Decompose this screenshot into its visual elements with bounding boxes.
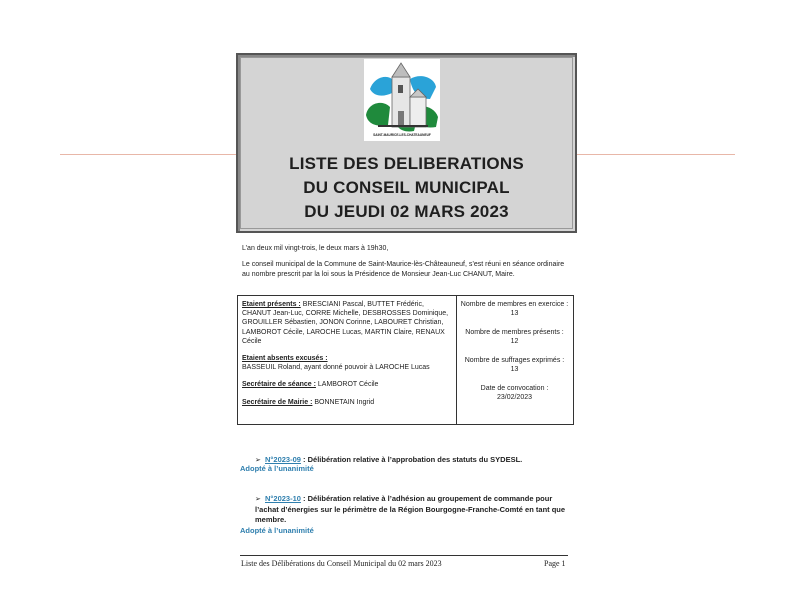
title-line-2: DU CONSEIL MUNICIPAL [303,178,510,197]
page-number: Page 1 [544,559,566,568]
members-label: Nombre de membres en exercice : [460,301,569,308]
members-stat [458,300,571,318]
deliberation-text: : Délibération relative à l’approbation des statuts du SYDESL. [300,455,523,464]
arrow-bullet-icon: ➢ [255,457,261,464]
present-count-label: Nombre de membres présents : [465,329,564,336]
present-block [242,300,454,346]
secretary-block [242,380,454,389]
present-names: BRESCIANI Pascal, BUTTET Frédéric, CHANUT Jean-Luc, CORRE Michelle, DESBROSSES Dominique, GROUILLER Sébastien, JONON Corinne, LABOURET Christian, LAMBOROT Cécile, LAROCHE Lucas, MARTIN Claire, RENAUX Cécile [242,301,449,345]
absent-label: Etaient absents excusés : [242,355,328,363]
votes-stat [458,356,571,374]
convocation-stat [458,384,571,402]
deliberation-text: : Délibération relative à l’adhésion au groupement de commande pour l’achat d’énergies sur le périmètre de la Région Bourgogne-Franche-Comté en tant que membre. [255,494,566,524]
present-stat [458,328,571,346]
secretary-label: Secrétaire de séance : [242,381,316,389]
present-label: Etaient présents : [242,301,301,308]
margin-rule-left [60,154,236,155]
deliberation-number: N°2023-09 [265,455,301,464]
convocation-value: 23/02/2023 [496,394,533,401]
intro-date: L’an deux mil vingt-trois, le deux mars à 19h30, [242,245,389,252]
meeting-stats [458,300,571,412]
deliberation-result: Adopté à l’unanimité [240,526,314,535]
municipality-logo [364,59,440,141]
arrow-bullet-icon: ➢ [255,496,261,503]
table-divider [456,296,457,424]
intro-paragraph: Le conseil municipal de la Commune de Saint-Maurice-lès-Châteauneuf, s’est réuni en séance ordinaire au nombre prescrit par la loi sous la Présidence de Monsieur Jean-Luc CHANUT, Maire. [242,261,565,278]
deliberation-number: N°2023-10 [265,494,301,503]
title-line-3: DU JEUDI 02 MARS 2023 [304,202,509,221]
mairie-block [242,398,454,407]
votes-value: 13 [510,366,519,373]
present-count-value: 12 [510,338,519,345]
margin-rule-right [575,154,735,155]
votes-label: Nombre de suffrages exprimés : [464,357,565,364]
footer-title: Liste des Délibérations du Conseil Municipal du 02 mars 2023 [241,559,442,568]
members-value: 13 [510,310,519,317]
svg-text:SAINT-MAURICE-LES-CHATEAUNEUF: SAINT-MAURICE-LES-CHATEAUNEUF [373,133,431,137]
attendance-table [237,295,574,425]
absent-names: BASSEUIL Roland, ayant donné pouvoir à LAROCHE Lucas [242,364,430,372]
deliberation-result: Adopté à l’unanimité [240,464,314,473]
title-line-1: LISTE DES DELIBERATIONS [289,154,524,173]
absent-block [242,354,454,372]
footer-divider [240,555,568,556]
attendance-details [242,300,454,415]
secretary-name: LAMBOROT Cécile [317,381,379,389]
convocation-label: Date de convocation : [480,385,549,392]
deliberation-item [255,494,575,525]
mairie-label: Secrétaire de Mairie : [242,398,313,406]
mairie-name: BONNETAIN Ingrid [314,398,375,406]
title-box [236,53,577,233]
